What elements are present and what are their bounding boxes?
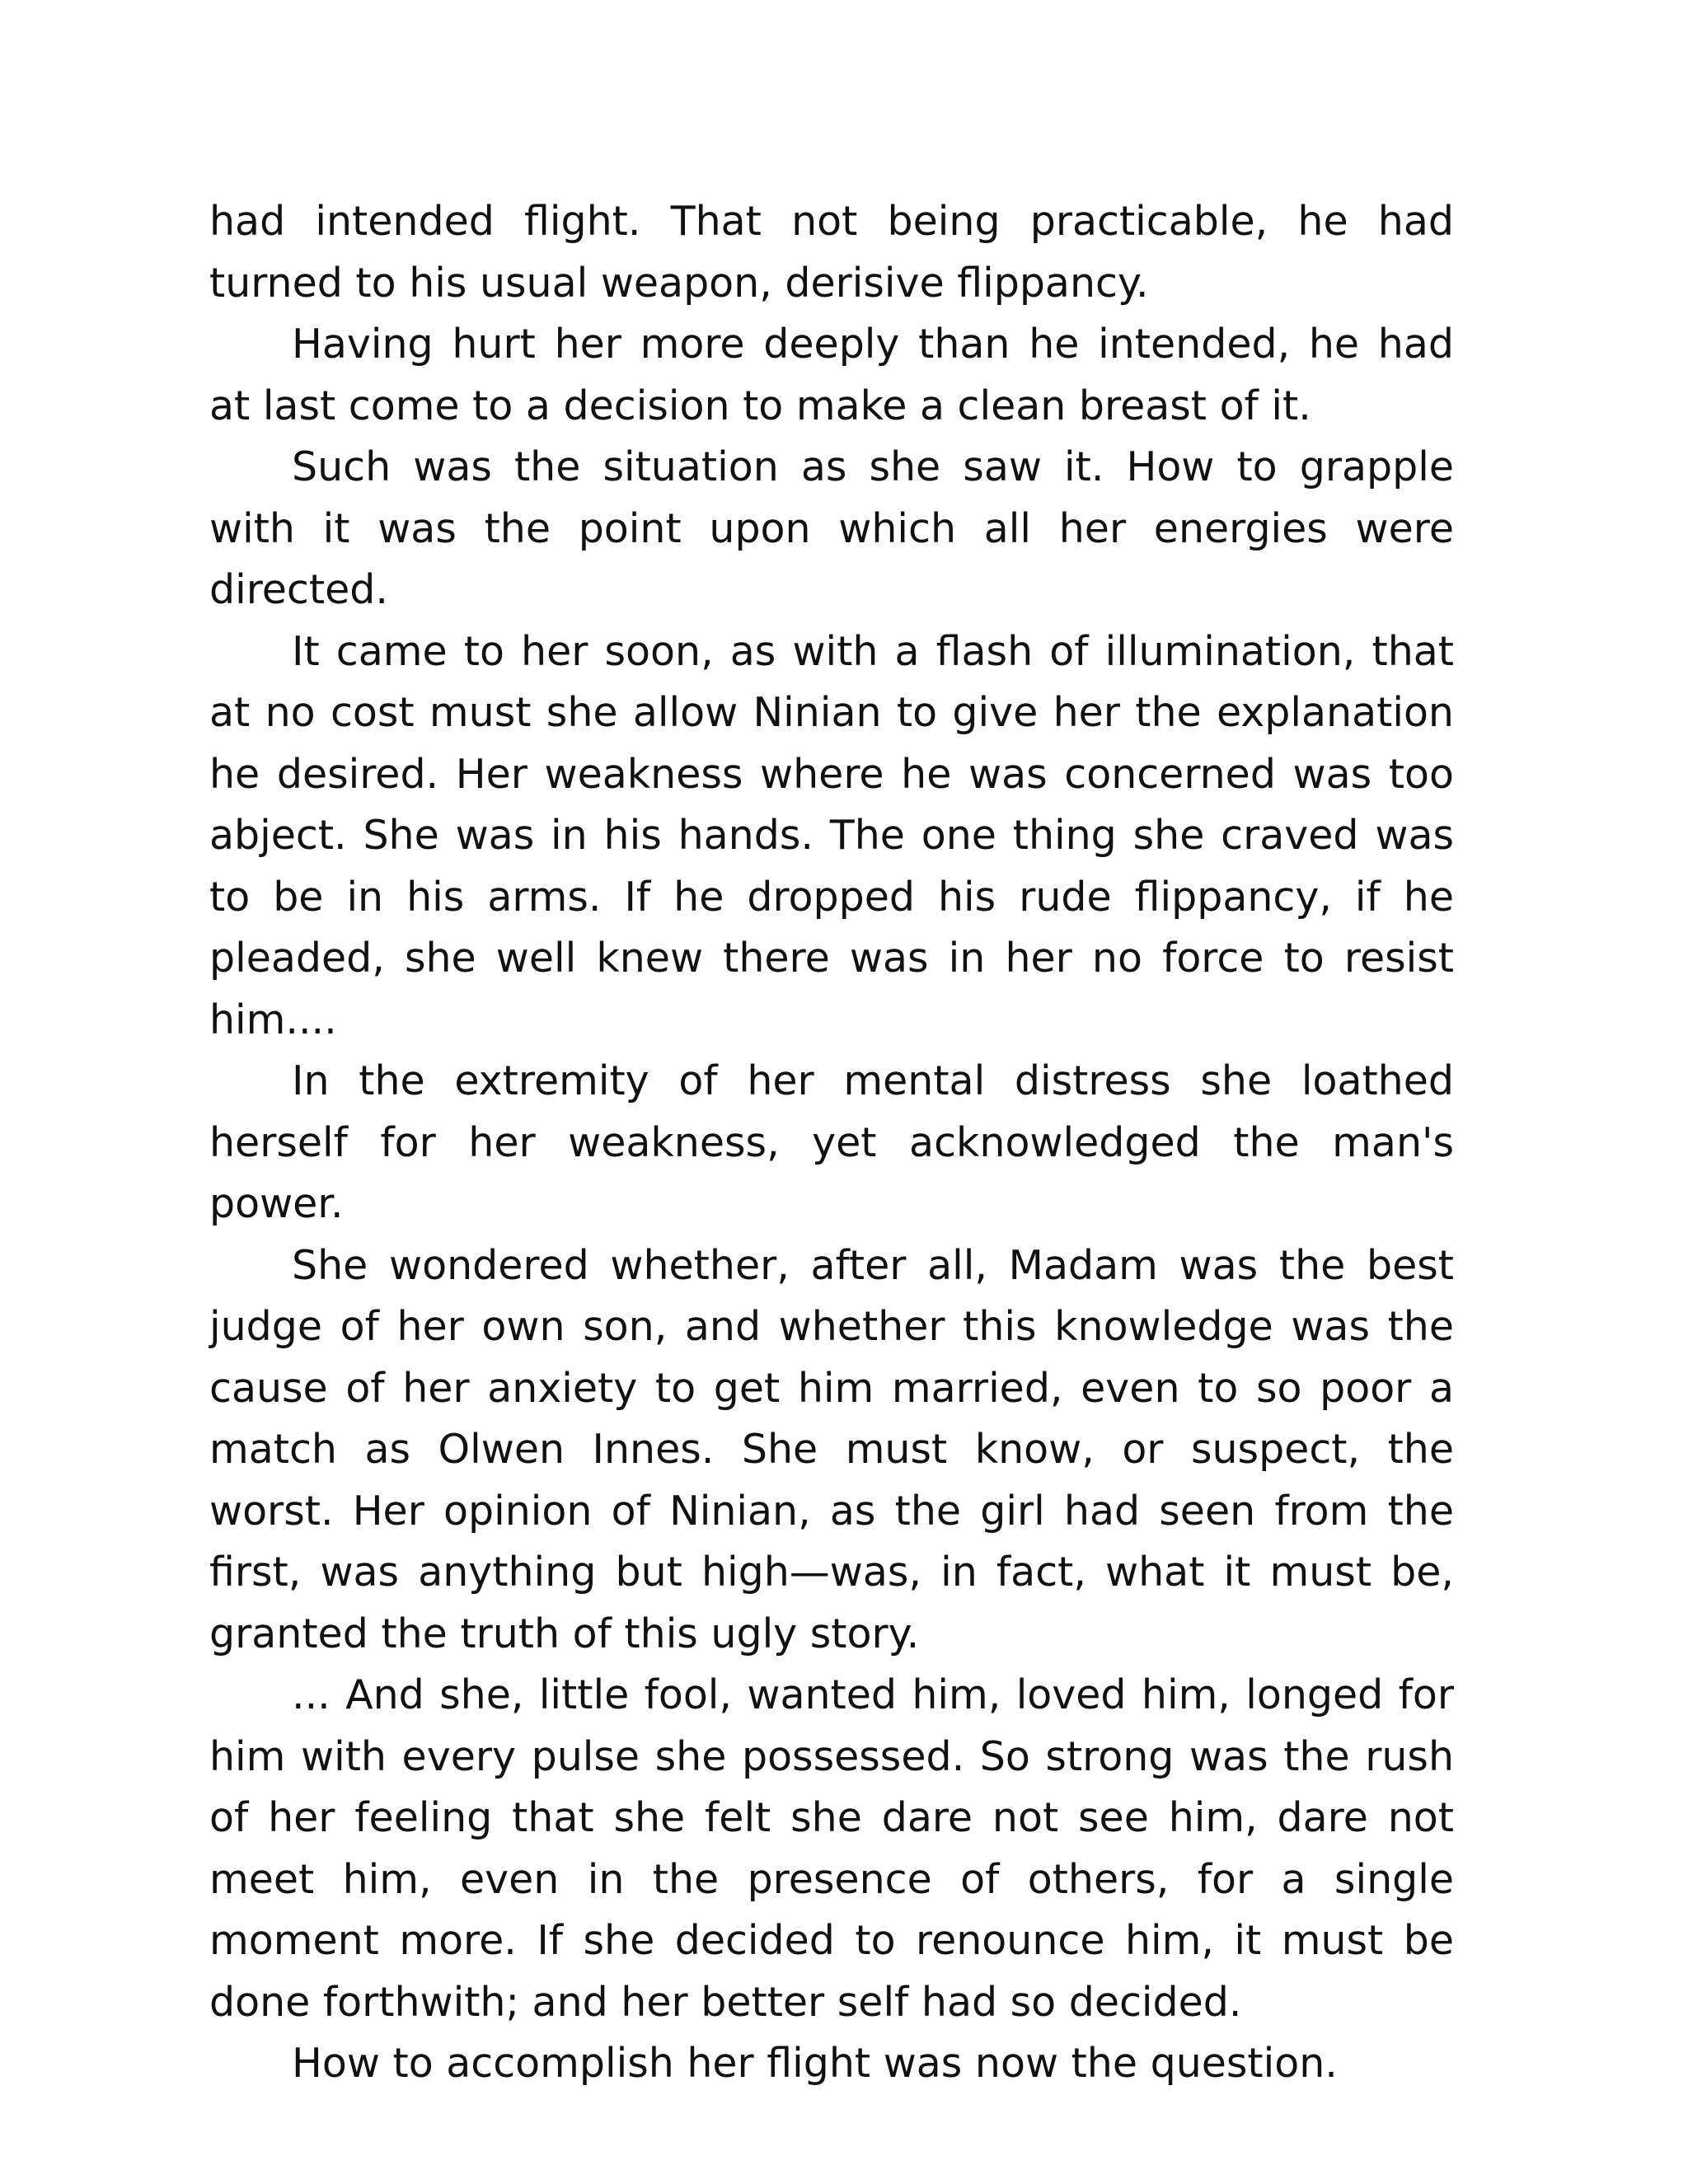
paragraph: Having hurt her more deeply than he intended, he had at last come to a decision to make a clean breast of it. <box>209 321 1454 429</box>
paragraph: had intended flight. That not being practicable, he had turned to his usual weapon, derisive flippancy. <box>209 198 1454 307</box>
paragraph: It came to her soon, as with a flash of illumination, that at no cost must she allow Ninian to give her the explanation he desired. Her weakness where he was concerned was too abject. She was in his hands. The one thing she craved was to be in his arms. If he dropped his rude flippancy, if he pleaded, she well knew there was in her no force to resist him.... <box>209 627 1454 1043</box>
paragraph: She wondered whether, after all, Madam was the best judge of her own son, and whether this knowledge was the cause of her anxiety to get him married, even to so poor a match as Olwen Innes. She must know, or suspect, the worst. Her opinion of Ninian, as the girl had seen from the first, was anything but high—was, in fact, what it must be, granted the truth of this ugly story. <box>209 1241 1454 1657</box>
page-body <box>209 191 1454 2095</box>
paragraph: Such was the situation as she saw it. How to grapple with it was the point upon which all her energies were directed. <box>209 443 1454 613</box>
paragraph: ... And she, little fool, wanted him, loved him, longed for him with every pulse she possessed. So strong was the rush of her feeling that she felt she dare not see him, dare not meet him, even in the presence of others, for a single moment more. If she decided to renounce him, it must be done forthwith; and her better self had so decided. <box>209 1671 1454 2026</box>
paragraph: How to accomplish her flight was now the question. <box>292 2040 1338 2087</box>
paragraph: In the extremity of her mental distress she loathed herself for her weakness, yet acknowledged the man's power. <box>209 1057 1454 1227</box>
